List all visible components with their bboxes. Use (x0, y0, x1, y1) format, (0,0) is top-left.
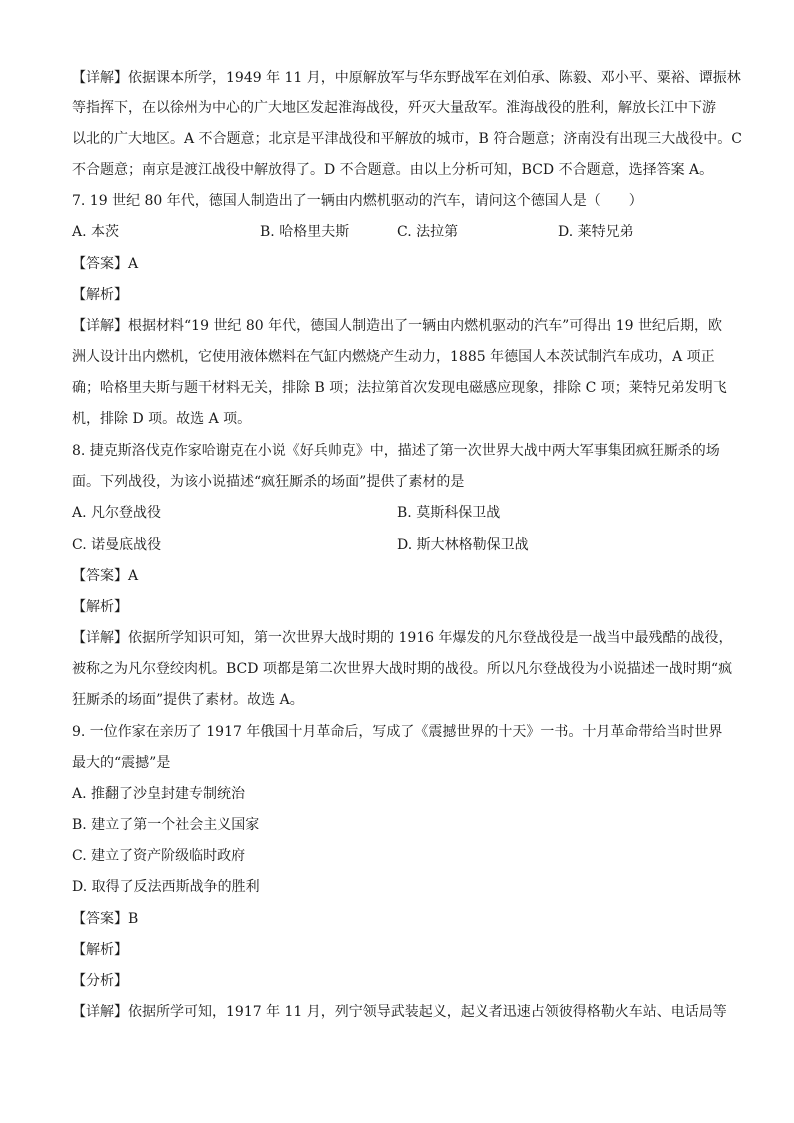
q9-option-d: D. 取得了反法西斯战争的胜利 (72, 879, 260, 895)
q6-analysis-line: 等指挥下，在以徐州为中心的广大地区发起淮海战役，歼灭大量敌军。淮海战役的胜利，解放长江中下游 (72, 100, 716, 116)
q7-option-d: D. 莱特兄弟 (558, 224, 634, 240)
q7-option-a: A. 本茨 (72, 224, 120, 240)
q7-analysis-heading: 【解析】 (72, 287, 128, 303)
q7-analysis-line: 确；哈格里夫斯与题干材料无关，排除 B 项；法拉第首次发现电磁感应现象，排除 C 项；莱特兄弟发明飞 (72, 380, 727, 396)
q9-stem: 最大的“震撼”是 (72, 755, 171, 771)
q9-analysis-subheading: 【分析】 (72, 973, 128, 989)
q9-option-a: A. 推翻了沙皇封建专制统治 (72, 786, 246, 802)
q8-analysis-line: 【详解】依据所学知识可知，第一次世界大战时期的 1916 年爆发的凡尔登战役是一战当中最残酷的战役， (72, 630, 733, 646)
q9-analysis-line: 【详解】依据所学可知，1917 年 11 月，列宁领导武装起义，起义者迅速占领彼得格勒火车站、电话局等 (72, 1004, 727, 1020)
q7-option-c: C. 法拉第 (397, 224, 459, 240)
q8-option-a: A. 凡尔登战役 (72, 505, 162, 521)
q8-answer: 【答案】A (72, 568, 139, 584)
q8-option-c: C. 诺曼底战役 (72, 537, 162, 553)
q8-option-b: B. 莫斯科保卫战 (397, 505, 501, 521)
q7-answer: 【答案】A (72, 256, 139, 272)
q7-analysis-line: 洲人设计出内燃机，它使用液体燃料在气缸内燃烧产生动力，1885 年德国人本茨试制汽车成功，A 项正 (72, 349, 715, 365)
q8-stem: 面。下列战役，为该小说描述“疯狂厮杀的场面”提供了素材的是 (72, 474, 465, 490)
q9-answer: 【答案】B (72, 911, 139, 927)
q8-stem: 8. 捷克斯洛伐克作家哈谢克在小说《好兵帅克》中，描述了第一次世界大战中两大军事集团疯狂厮杀的场 (72, 443, 720, 459)
q6-analysis-line: 以北的广大地区。A 不合题意；北京是平津战役和平解放的城市，B 符合题意；济南没有出现三大战役中。C (72, 131, 743, 147)
q8-analysis-heading: 【解析】 (72, 599, 128, 615)
q8-analysis-line: 被称之为凡尔登绞肉机。BCD 项都是第二次世界大战时期的战役。所以凡尔登战役为小说描述一战时期“疯 (72, 661, 733, 677)
q9-option-c: C. 建立了资产阶级临时政府 (72, 848, 246, 864)
q7-option-b: B. 哈格里夫斯 (260, 224, 350, 240)
q9-option-b: B. 建立了第一个社会主义国家 (72, 817, 260, 833)
q7-analysis-line: 【详解】根据材料“19 世纪 80 年代，德国人制造出了一辆由内燃机驱动的汽车”可得出 19 世纪后期，欧 (72, 318, 723, 334)
q8-option-d: D. 斯大林格勒保卫战 (397, 537, 529, 553)
q8-analysis-line: 狂厮杀的场面”提供了素材。故选 A。 (72, 692, 304, 708)
q9-stem: 9. 一位作家在亲历了 1917 年俄国十月革命后，写成了《震撼世界的十天》一书。十月革命带给当时世界 (72, 724, 723, 740)
q7-analysis-line: 机，排除 D 项。故选 A 项。 (72, 411, 252, 427)
q9-analysis-heading: 【解析】 (72, 942, 128, 958)
q6-analysis-line: 不合题意；南京是渡江战役中解放得了。D 不合题意。由以上分析可知，BCD 不合题意，选择答案 A。 (72, 162, 714, 178)
q6-analysis-line: 【详解】依据课本所学，1949 年 11 月，中原解放军与华东野战军在刘伯承、陈毅、邓小平、粟裕、谭振林 (72, 70, 741, 86)
q7-stem: 7. 19 世纪 80 年代，德国人制造出了一辆由内燃机驱动的汽车，请问这个德国人是（ ） (72, 193, 643, 209)
